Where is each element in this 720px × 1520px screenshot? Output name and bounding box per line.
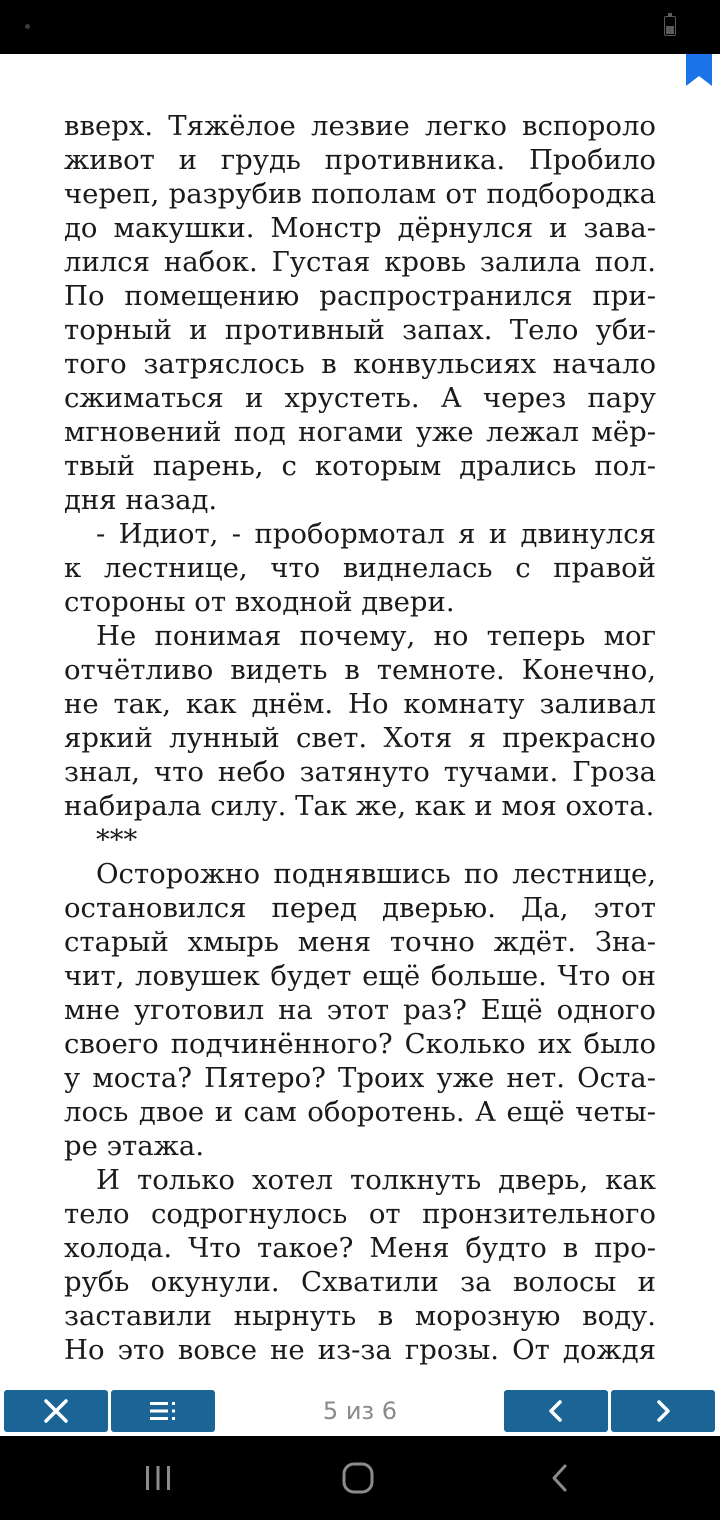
notification-dot-icon <box>25 24 30 29</box>
text-line: череп, разрубив пополам от подбородка <box>64 178 656 210</box>
page-indicator: 5 из 6 <box>322 1397 398 1425</box>
text-line: к лестнице, что виднелась с правой <box>64 552 656 584</box>
previous-page-button[interactable] <box>504 1390 608 1432</box>
text-line: сжиматься и хрустеть. А через пару <box>64 382 656 414</box>
text-line: заставили нырнуть в морозную воду. <box>64 1300 656 1332</box>
text-line: у моста? Пятеро? Троих уже нет. Оста- <box>64 1062 656 1094</box>
section-separator: *** <box>96 824 138 856</box>
text-line: того затряслось в конвульсиях начало <box>64 348 656 380</box>
battery-icon <box>664 16 676 36</box>
text-line: дня назад. <box>64 484 218 516</box>
status-bar <box>0 0 720 54</box>
text-line: - Идиот, - пробормотал я и двинулся <box>96 518 656 550</box>
recent-apps-icon <box>143 1464 173 1492</box>
bookmark-icon[interactable] <box>686 54 712 86</box>
text-line: торный и противный запах. Тело уби- <box>64 314 656 346</box>
recent-apps-button[interactable] <box>128 1454 188 1502</box>
text-line: вверх. Тяжёлое лезвие легко вспороло <box>64 110 656 142</box>
next-page-button[interactable] <box>611 1390 715 1432</box>
text-line: холода. Что такое? Меня будто в про- <box>64 1232 656 1264</box>
contents-icon <box>148 1399 178 1423</box>
back-icon <box>548 1463 572 1493</box>
reader-toolbar <box>0 1386 720 1436</box>
reader-text <box>64 109 656 1367</box>
text-line: тело содрогнулось от пронзительного <box>64 1198 656 1230</box>
home-button[interactable] <box>328 1454 388 1502</box>
close-icon <box>43 1398 69 1424</box>
contents-button[interactable] <box>111 1390 215 1432</box>
text-line: По помещению распространился при- <box>64 280 656 312</box>
text-line: стороны от входной двери. <box>64 586 455 618</box>
back-button[interactable] <box>530 1454 590 1502</box>
text-line: лось двое и сам оборотень. А ещё четы- <box>64 1096 656 1128</box>
text-line: отчётливо видеть в темноте. Конечно, <box>64 654 656 686</box>
text-line: И только хотел толкнуть дверь, как <box>96 1164 656 1196</box>
text-line: остановился перед дверью. Да, этот <box>64 892 656 924</box>
text-line: ре этажа. <box>64 1130 205 1162</box>
text-line: мне уготовил на этот раз? Ещё одного <box>64 994 656 1026</box>
text-line: набирала силу. Так же, как и моя охота. <box>64 790 655 822</box>
text-line: твый парень, с которым дрались пол- <box>64 450 656 482</box>
text-line: чит, ловушек будет ещё больше. Что он <box>64 960 656 992</box>
text-line: старый хмырь меня точно ждёт. Зна- <box>64 926 656 958</box>
text-line: рубь окунули. Схватили за волосы и <box>64 1266 656 1298</box>
text-line: знал, что небо затянуто тучами. Гроза <box>64 756 656 788</box>
text-line: живот и грудь противника. Пробило <box>64 144 656 176</box>
system-navigation-bar <box>0 1436 720 1520</box>
text-line: Но это вовсе не из-за грозы. От дождя <box>64 1334 656 1366</box>
home-icon <box>341 1461 375 1495</box>
chevron-left-icon <box>546 1398 566 1424</box>
close-button[interactable] <box>4 1390 108 1432</box>
text-line: Не понимая почему, но теперь мог <box>96 620 656 652</box>
text-line: мгновений под ногами уже лежал мёр- <box>64 416 656 448</box>
text-line: не так, как днём. Но комнату заливал <box>64 688 656 720</box>
text-line: яркий лунный свет. Хотя я прекрасно <box>64 722 656 754</box>
text-line: до макушки. Монстр дёрнулся и зава- <box>64 212 656 244</box>
chevron-right-icon <box>653 1398 673 1424</box>
text-line: Осторожно поднявшись по лестнице, <box>96 858 656 890</box>
text-line: лился набок. Густая кровь залила пол. <box>64 246 656 278</box>
text-line: своего подчинённого? Сколько их было <box>64 1028 656 1060</box>
